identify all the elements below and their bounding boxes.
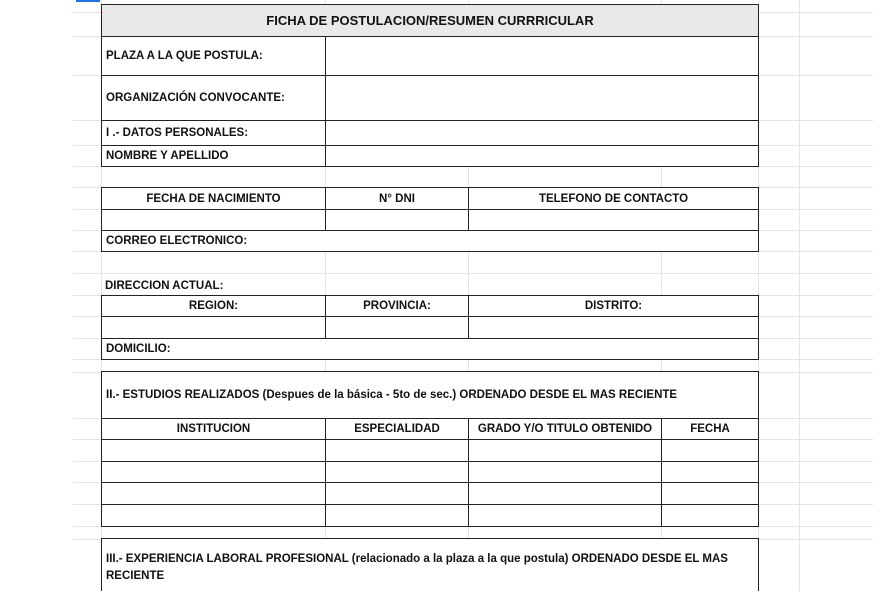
- estudios-cell-institucion[interactable]: [101, 439, 326, 462]
- gridline: [73, 273, 873, 274]
- distrito-input[interactable]: [468, 316, 759, 339]
- estudios-cell-fecha[interactable]: [661, 482, 759, 505]
- estudios-header-institucion: INSTITUCION: [101, 418, 326, 440]
- estudios-cell-especialidad[interactable]: [325, 461, 469, 483]
- domicilio-field[interactable]: [101, 338, 759, 360]
- organizacion-input[interactable]: [325, 75, 759, 121]
- estudios-cell-grado[interactable]: [468, 504, 662, 527]
- estudios-cell-institucion[interactable]: [101, 461, 326, 483]
- provincia-label: PROVINCIA:: [325, 295, 469, 317]
- estudios-cell-grado[interactable]: [468, 482, 662, 505]
- plaza-label: PLAZA A LA QUE POSTULA:: [101, 36, 326, 76]
- estudios-header-fecha: FECHA: [661, 418, 759, 440]
- gridline: [799, 0, 800, 591]
- estudios-cell-fecha[interactable]: [661, 504, 759, 527]
- section-datos-personales: I .- DATOS PERSONALES:: [101, 120, 326, 146]
- correo-label: CORREO ELECTRONICO:: [106, 235, 248, 247]
- estudios-cell-especialidad[interactable]: [325, 482, 469, 505]
- dni-input[interactable]: [325, 209, 469, 231]
- telefono-label: TELEFONO DE CONTACTO: [468, 187, 759, 210]
- region-label: REGION:: [101, 295, 326, 317]
- selected-cell-indicator: [76, 0, 100, 2]
- estudios-cell-fecha[interactable]: [661, 461, 759, 483]
- estudios-cell-especialidad[interactable]: [325, 439, 469, 462]
- direccion-label: DIRECCION ACTUAL:: [105, 280, 224, 292]
- region-input[interactable]: [101, 316, 326, 339]
- estudios-header-especialidad: ESPECIALIDAD: [325, 418, 469, 440]
- distrito-label: DISTRITO:: [468, 295, 759, 317]
- datos-personales-input[interactable]: [325, 120, 759, 146]
- estudios-cell-grado[interactable]: [468, 461, 662, 483]
- dni-label: N° DNI: [325, 187, 469, 210]
- fecha-nacimiento-input[interactable]: [101, 209, 326, 231]
- correo-field[interactable]: [101, 230, 759, 252]
- estudios-cell-fecha[interactable]: [661, 439, 759, 462]
- nombre-label: NOMBRE Y APELLIDO: [101, 145, 326, 167]
- section-experiencia: III.- EXPERIENCIA LABORAL PROFESIONAL (relacionado a la plaza a la que postula) ORDENADO DESDE EL MAS RECIENTE: [101, 538, 759, 591]
- estudios-cell-institucion[interactable]: [101, 504, 326, 527]
- telefono-input[interactable]: [468, 209, 759, 231]
- form-title: FICHA DE POSTULACION/RESUMEN CURRRICULAR: [101, 4, 759, 37]
- estudios-cell-grado[interactable]: [468, 439, 662, 462]
- fecha-nacimiento-label: FECHA DE NACIMIENTO: [101, 187, 326, 210]
- domicilio-label: DOMICILIO:: [106, 343, 171, 355]
- organizacion-label: ORGANIZACIÓN CONVOCANTE:: [101, 75, 326, 121]
- nombre-input[interactable]: [325, 145, 759, 167]
- section-estudios: II.- ESTUDIOS REALIZADOS (Despues de la básica - 5to de sec.) ORDENADO DESDE EL MAS RECIENTE: [101, 371, 759, 419]
- estudios-cell-institucion[interactable]: [101, 482, 326, 505]
- provincia-input[interactable]: [325, 316, 469, 339]
- estudios-header-grado: GRADO Y/O TITULO OBTENIDO: [468, 418, 662, 440]
- plaza-input[interactable]: [325, 36, 759, 76]
- estudios-cell-especialidad[interactable]: [325, 504, 469, 527]
